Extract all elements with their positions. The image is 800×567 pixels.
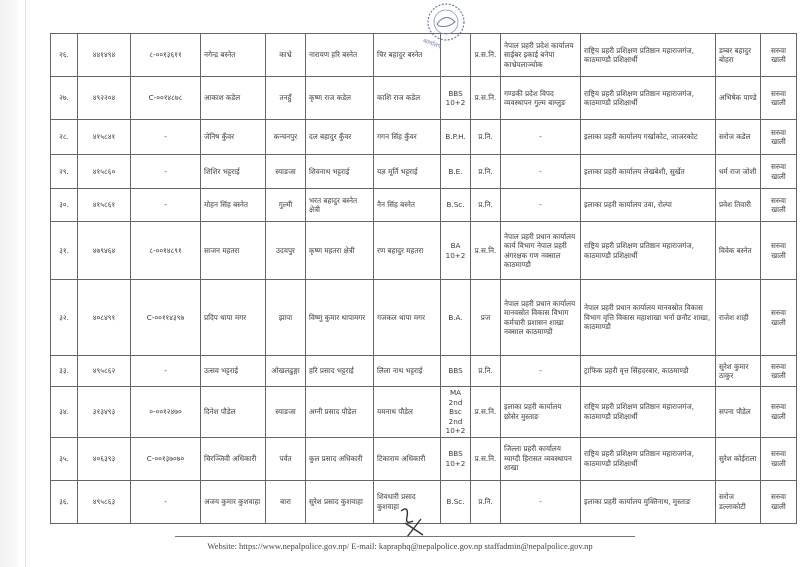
recommender-name-cell: डम्बर बहादुर बोहरा <box>716 34 761 77</box>
recommender-name-cell: सरोज कडेल <box>716 120 761 155</box>
citizenship-code-cell: C-००१३७०७० <box>131 437 201 480</box>
citizenship-code-cell: ८-००१३६११ <box>131 34 201 77</box>
table-row <box>51 222 797 280</box>
current-office-cell: गण्डकी प्रदेश विपद व्यवस्थापन गुल्म बाग्लुङ <box>501 77 581 120</box>
grandfather-name-cell: यज्ञ मूर्ति भट्टराई <box>374 155 441 189</box>
new-posting-cell: राष्ट्रिय प्रहरी प्रशिक्षण प्रतिष्ठान महाराजगंज, काठमाण्डौ प्रशिक्षार्थी <box>581 77 716 120</box>
rank-cell: प्र.नि. <box>471 155 501 189</box>
father-name-cell: नारायण हरि बस्नेत <box>306 34 374 77</box>
new-posting-cell: राष्ट्रिय प्रहरी प्रशिक्षण प्रतिष्ठान महाराजगंज, काठमाण्डौ प्रशिक्षार्थी <box>581 437 716 480</box>
serial-number-cell: ३२. <box>51 280 78 356</box>
person-name-cell: दिनेश पौडेल <box>201 387 266 438</box>
status-cell: सरुवा खाली <box>761 34 797 77</box>
district-cell: गुल्मी <box>266 189 306 222</box>
district-cell: तनहुँ <box>266 77 306 120</box>
recommender-name-cell: सुरेश कुमार ठाकुर <box>716 356 761 387</box>
table-row <box>51 77 797 120</box>
district-cell: झापा <box>266 280 306 356</box>
person-name-cell: शिशिर भट्टराई <box>201 155 266 189</box>
serial-number-cell: ३६. <box>51 480 78 523</box>
serial-number-cell: २६. <box>51 34 78 77</box>
rank-cell: प्रज <box>471 280 501 356</box>
serial-number-cell: २८. <box>51 120 78 155</box>
current-office-cell: नेपाल प्रहरी प्रधान कार्यालय मानवस्रोत विकास विभाग कर्मचारी प्रशासन शाखा नक्साल काठमाण्डौ <box>501 280 581 356</box>
citizenship-code-cell: C-००१४८७८ <box>131 77 201 120</box>
citizenship-code-cell: ८-००१४८९१ <box>131 222 201 280</box>
qualification-cell: B.P.H. <box>441 120 471 155</box>
status-cell: सरुवा खाली <box>761 387 797 438</box>
new-posting-cell: राष्ट्रिय प्रहरी प्रशिक्षण प्रतिष्ठान महाराजगंज, काठमाण्डौ प्रशिक्षार्थी <box>581 34 716 77</box>
citizenship-code-cell: - <box>131 155 201 189</box>
serial-number-cell: ३०. <box>51 189 78 222</box>
rank-cell: प्र.स.नि. <box>471 77 501 120</box>
table-row <box>51 480 797 523</box>
new-posting-cell: राष्ट्रिय प्रहरी प्रशिक्षण प्रतिष्ठान महाराजगंज, काठमाण्डौ प्रशिक्षार्थी <box>581 387 716 438</box>
father-name-cell: शिवनाथ भट्टराई <box>306 155 374 189</box>
citizenship-code-cell: - <box>131 356 201 387</box>
employee-id-cell: ४१५८४१ <box>78 120 131 155</box>
footer-divider <box>175 536 635 537</box>
grandfather-name-cell: गजकल थापा मगर <box>374 280 441 356</box>
new-posting-cell: इलाका प्रहरी कार्यालय लेखबेशी, सुर्खेत <box>581 155 716 189</box>
employee-id-cell: ४९५८६३ <box>78 480 131 523</box>
grandfather-name-cell: शिवधारी प्रसाद कुशवाहा <box>374 480 441 523</box>
current-office-cell: नेपाल प्रहरी प्रधान कार्यालय कार्य विभाग नेपाल प्रहरी अंगरक्षक गण नक्साल काठमाण्डौ <box>501 222 581 280</box>
status-cell: सरुवा खाली <box>761 280 797 356</box>
employee-id-cell: ३१३४९३ <box>78 387 131 438</box>
status-cell: सरुवा खाली <box>761 222 797 280</box>
qualification-cell: BBS <box>441 356 471 387</box>
rank-cell: प्र.स.नि. <box>471 222 501 280</box>
serial-number-cell: २७. <box>51 77 78 120</box>
scan-margin-line <box>25 0 26 567</box>
qualification-cell: BBS 10+2 <box>441 77 471 120</box>
serial-number-cell: ३४. <box>51 387 78 438</box>
employee-id-cell: ४१५८६१ <box>78 189 131 222</box>
grandfather-name-cell: काशि राज कडेल <box>374 77 441 120</box>
employee-id-cell: ४१५८६० <box>78 155 131 189</box>
current-office-cell: जिल्ला प्रहरी कार्यालय म्याग्दी हिरासत व्यवस्थापन शाखा <box>501 437 581 480</box>
district-cell: उदयपुर <box>266 222 306 280</box>
status-cell: सरुवा खाली <box>761 437 797 480</box>
grandfather-name-cell: नैन सिंह बस्नेत <box>374 189 441 222</box>
employee-id-cell: ४९२२०४ <box>78 77 131 120</box>
father-name-cell: अग्नी प्रसाद पौडेल <box>306 387 374 438</box>
new-posting-cell: इलाका प्रहरी कार्यालय मुक्तिनाथ, मुस्ताङ <box>581 480 716 523</box>
district-cell: पर्वत <box>266 437 306 480</box>
father-name-cell: हरि प्रसाद भट्टराई <box>306 356 374 387</box>
rank-cell: प्र.नि. <box>471 120 501 155</box>
person-name-cell: चिरञ्जिवी अधिकारी <box>201 437 266 480</box>
district-cell: बारा <box>266 480 306 523</box>
current-office-cell: - <box>501 120 581 155</box>
qualification-cell: B.Sc. <box>441 189 471 222</box>
recommender-name-cell: राजेश शाही <box>716 280 761 356</box>
father-name-cell: कुल प्रसाद अधिकारी <box>306 437 374 480</box>
father-name-cell: कृष्ण महतरा क्षेत्री <box>306 222 374 280</box>
status-cell: सरुवा खाली <box>761 480 797 523</box>
grandfather-name-cell: टिकाराम अधिकारी <box>374 437 441 480</box>
serial-number-cell: ३१. <box>51 222 78 280</box>
rank-cell: प्र.नि. <box>471 480 501 523</box>
new-posting-cell: ट्राफिक प्रहरी वृत्त सिंहदरबार, काठमाण्डौ <box>581 356 716 387</box>
employee-id-cell: ४९५८६२ <box>78 356 131 387</box>
grandfather-name-cell: चिर बहादुर बस्नेत <box>374 34 441 77</box>
employee-id-cell: ४०८४९१ <box>78 280 131 356</box>
father-name-cell: सुरेश प्रसाद कुशवाहा <box>306 480 374 523</box>
rank-cell: प्र.स.नि. <box>471 437 501 480</box>
new-posting-cell: इलाका प्रहरी कार्यालय उवा, रोल्पा <box>581 189 716 222</box>
qualification-cell <box>441 34 471 77</box>
grandfather-name-cell: गगन सिंह कुँवर <box>374 120 441 155</box>
rank-cell: प्र.स.नि. <box>471 34 501 77</box>
qualification-cell: B.Sc. <box>441 480 471 523</box>
new-posting-cell: इलाका प्रहरी कार्यालय गर्खाकोट, जाजरकोट <box>581 120 716 155</box>
grandfather-name-cell: रण बहादुर महतरा <box>374 222 441 280</box>
recommender-name-cell: सरोज डल्लाकोटी <box>716 480 761 523</box>
district-cell: स्याङजा <box>266 155 306 189</box>
grandfather-name-cell: लिला नाथ भट्टराई <box>374 356 441 387</box>
serial-number-cell: ३५. <box>51 437 78 480</box>
employee-id-cell: ४७९४६४ <box>78 222 131 280</box>
current-office-cell: - <box>501 356 581 387</box>
transfer-table <box>50 33 797 524</box>
citizenship-code-cell: - <box>131 480 201 523</box>
district-cell: कन्चनपुर <box>266 120 306 155</box>
father-name-cell: दल बहादुर कुँवर <box>306 120 374 155</box>
citizenship-code-cell: ०-००१२४७० <box>131 387 201 438</box>
status-cell: सरुवा खाली <box>761 189 797 222</box>
employee-id-cell: ४०६३९३ <box>78 437 131 480</box>
status-cell: सरुवा खाली <box>761 155 797 189</box>
qualification-cell: B.E. <box>441 155 471 189</box>
person-name-cell: उत्सव भट्टराई <box>201 356 266 387</box>
serial-number-cell: २९. <box>51 155 78 189</box>
table-row <box>51 356 797 387</box>
recommender-name-cell: सपना पौडेल <box>716 387 761 438</box>
person-name-cell: मोहन सिंह बस्नेत <box>201 189 266 222</box>
serial-number-cell: ३३. <box>51 356 78 387</box>
recommender-name-cell: प्रवेश तिवारी <box>716 189 761 222</box>
person-name-cell: जेनिष कुँवर <box>201 120 266 155</box>
new-posting-cell: राष्ट्रिय प्रहरी प्रशिक्षण प्रतिष्ठान महाराजगंज, काठमाण्डौ प्रशिक्षार्थी <box>581 222 716 280</box>
svg-text:कार्यालय: कार्यालय <box>421 37 442 51</box>
district-cell: ओखलढुङ्गा <box>266 356 306 387</box>
current-office-cell: - <box>501 155 581 189</box>
father-name-cell: कृष्ण राज कडेल <box>306 77 374 120</box>
person-name-cell: प्रदिप थापा मगर <box>201 280 266 356</box>
table-row <box>51 155 797 189</box>
person-name-cell: आकाश कडेल <box>201 77 266 120</box>
qualification-cell: BA 10+2 <box>441 222 471 280</box>
recommender-name-cell: विवेक बस्नेत <box>716 222 761 280</box>
table-row <box>51 437 797 480</box>
table-row <box>51 34 797 77</box>
citizenship-code-cell: - <box>131 120 201 155</box>
recommender-name-cell: धर्म राज जोशी <box>716 155 761 189</box>
rank-cell: प्र.नि. <box>471 356 501 387</box>
status-cell: सरुवा खाली <box>761 356 797 387</box>
table-row <box>51 120 797 155</box>
current-office-cell: इलाका प्रहरी कार्यालय छोसेर मुस्ताङ <box>501 387 581 438</box>
recommender-name-cell: सुरेश कोईराला <box>716 437 761 480</box>
current-office-cell: - <box>501 480 581 523</box>
qualification-cell: MA 2nd Bsc 2nd 10+2 <box>441 387 471 438</box>
citizenship-code-cell: - <box>131 189 201 222</box>
status-cell: सरुवा खाली <box>761 77 797 120</box>
table-row <box>51 387 797 438</box>
table-row <box>51 280 797 356</box>
rank-cell: प्र.स.नि. <box>471 387 501 438</box>
father-name-cell: भरत बहादुर बस्नेत क्षेत्री <box>306 189 374 222</box>
citizenship-code-cell: C-००११४३९७ <box>131 280 201 356</box>
current-office-cell: नेपाल प्रहरी प्रदेश कार्यालय साईबर इकाई बनेपा काभ्रेपलाञ्चोक <box>501 34 581 77</box>
qualification-cell: B.A. <box>441 280 471 356</box>
footer-contact: Website: https://www.nepalpolice.gov.np/ E-mail: kapraphq@nepalpolice.gov.np staffadmin@nepalpolice.gov.np <box>207 541 593 551</box>
district-cell: काभ्रे <box>266 34 306 77</box>
person-name-cell: साजन महतरा <box>201 222 266 280</box>
current-office-cell: - <box>501 189 581 222</box>
person-name-cell: अजय कुमार कुशवाहा <box>201 480 266 523</box>
rank-cell: प्र.नि. <box>471 189 501 222</box>
person-name-cell: नगेन्द्र बस्नेत <box>201 34 266 77</box>
status-cell: सरुवा खाली <box>761 120 797 155</box>
table-row <box>51 189 797 222</box>
recommender-name-cell: अभिषेक पाण्डे <box>716 77 761 120</box>
new-posting-cell: नेपाल प्रहरी प्रधान कार्यालय मानवस्रोत विकास विभाग वृत्ति विकास महाशाखा भर्ना छनौट शाखा, काठमाण्डौ <box>581 280 716 356</box>
scan-edge <box>0 0 18 567</box>
district-cell: स्याङजा <box>266 387 306 438</box>
grandfather-name-cell: यमनाथ पौडेल <box>374 387 441 438</box>
father-name-cell: विष्णु कुमार थापामगर <box>306 280 374 356</box>
qualification-cell: BBS 10+2 <box>441 437 471 480</box>
employee-id-cell: ४४१४९४ <box>78 34 131 77</box>
